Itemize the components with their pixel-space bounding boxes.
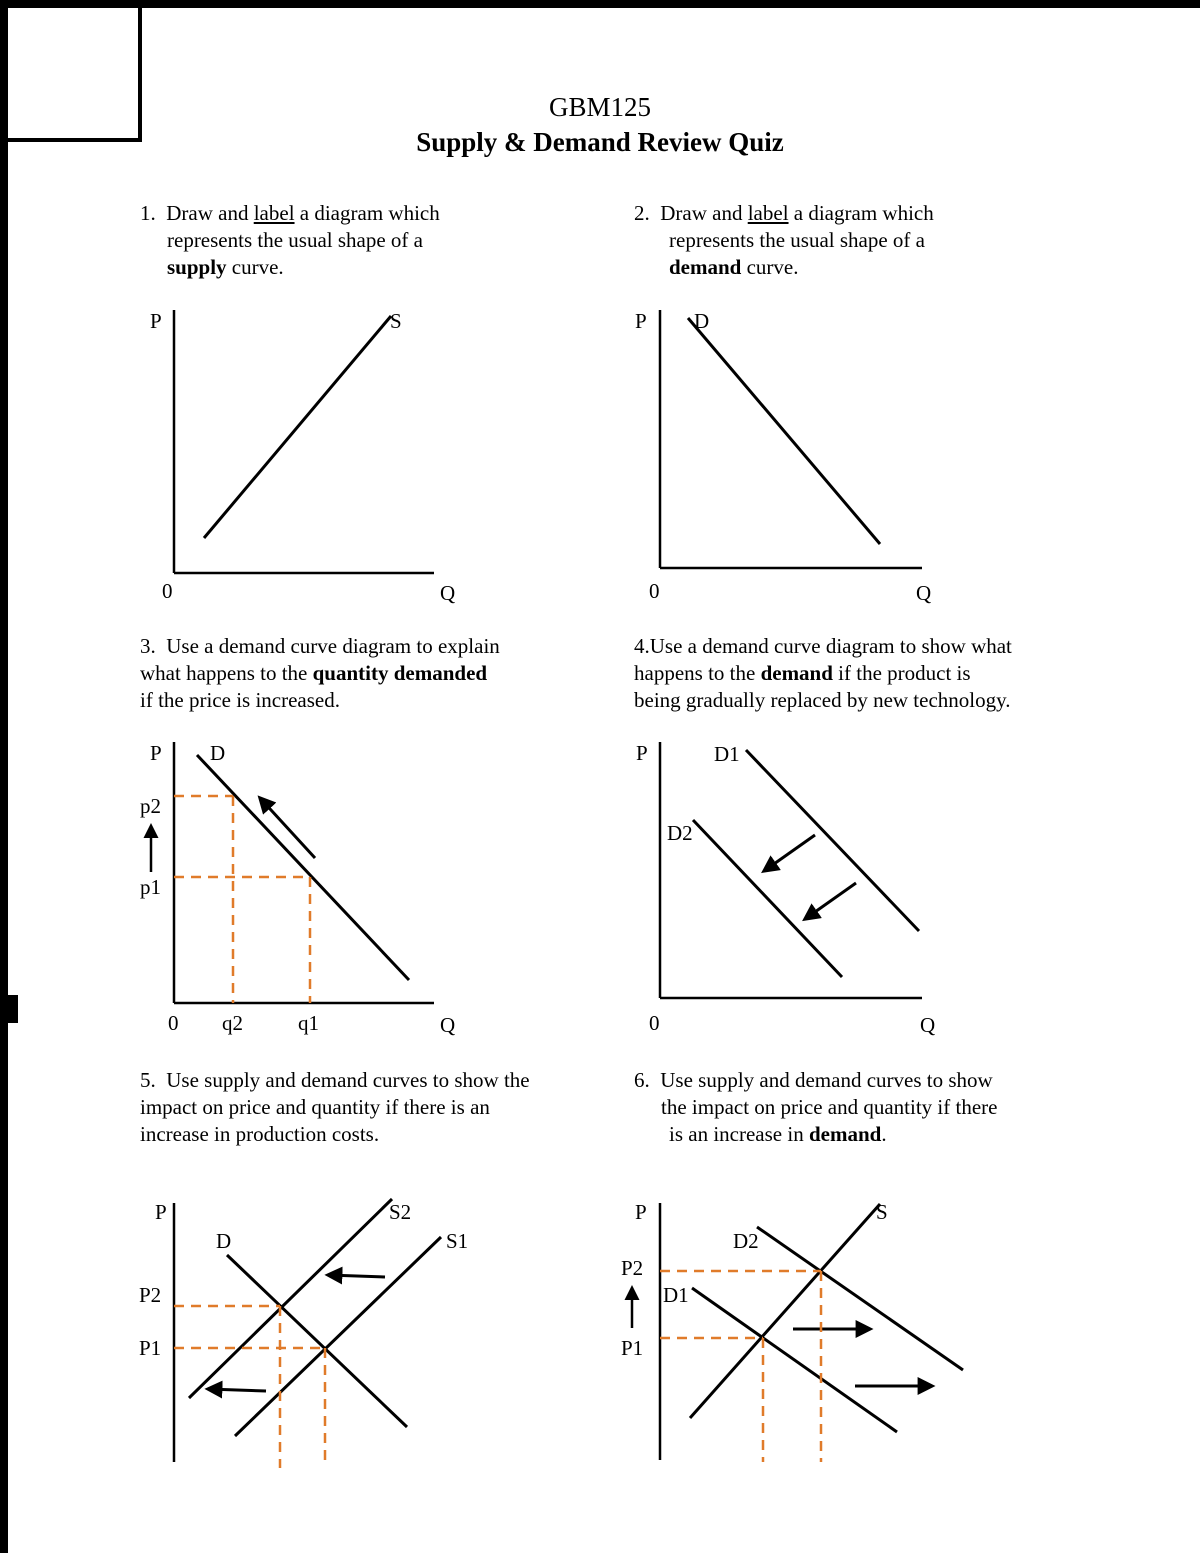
diagram-3-quantity-demanded (140, 741, 455, 1037)
q4-line3: being gradually replaced by new technology. (634, 688, 1011, 712)
y-axis-label: P (635, 1200, 647, 1224)
s1-label: S1 (446, 1229, 469, 1253)
p2-label: p2 (140, 794, 161, 818)
demand-curve (227, 1255, 407, 1427)
q3-quantity-demanded: quantity demanded (312, 661, 488, 685)
question-number: 4. (634, 634, 650, 658)
diagram-1-supply (150, 309, 455, 605)
s2-label: S2 (389, 1200, 412, 1224)
q5-line1: Use supply and demand curves to show the (166, 1068, 530, 1092)
q3-line1: Use a demand curve diagram to explain (166, 634, 500, 658)
origin-label: 0 (162, 579, 173, 603)
d1-label: D1 (663, 1283, 689, 1307)
demand-label: D (216, 1229, 232, 1253)
p1-label: p1 (140, 875, 161, 899)
q6-line2: the impact on price and quantity if there (661, 1095, 998, 1119)
q6-period: . (881, 1122, 887, 1146)
demand-curve-d1 (692, 1288, 897, 1432)
question-number: 1. (140, 201, 156, 225)
y-axis-label: P (155, 1200, 167, 1224)
q2-label-word: label (747, 201, 789, 225)
q1-line1a: Draw and (166, 201, 249, 225)
p1-label: P1 (139, 1336, 162, 1360)
x-axis-label: Q (440, 1013, 456, 1037)
supply-curve (204, 316, 391, 538)
q6-line3a: is an increase in (669, 1122, 804, 1146)
origin-label: 0 (649, 579, 660, 603)
y-axis-label: P (635, 309, 647, 333)
diagram-6-demand-increase (621, 1200, 963, 1462)
curve-label: D (694, 309, 710, 333)
q3-line3: if the price is increased. (140, 688, 340, 712)
curve-label: S (390, 309, 402, 333)
question-number: 2. (634, 201, 650, 225)
demand-curve-d2 (693, 820, 842, 977)
shift-arrow-lower (805, 883, 856, 919)
diagram-5-supply-decrease (139, 1199, 468, 1468)
p2-label: P2 (621, 1256, 644, 1280)
question-number: 5. (140, 1068, 156, 1092)
supply-curve-s1 (235, 1237, 441, 1436)
shift-arrow-upper (328, 1275, 385, 1277)
demand-curve (688, 318, 880, 544)
q2-line1c: a diagram which (793, 201, 934, 225)
page-title: Supply & Demand Review Quiz (416, 127, 784, 157)
y-axis-label: P (150, 741, 162, 765)
question-number: 6. (634, 1068, 650, 1092)
q2-line2: represents the usual shape of a (669, 228, 925, 252)
shift-arrow-upper (764, 835, 815, 871)
q4-line1: Use a demand curve diagram to show what (649, 634, 1012, 658)
q5-line3: increase in production costs. (140, 1122, 380, 1146)
q1-label-word: label (253, 201, 295, 225)
x-axis-label: Q (916, 581, 932, 605)
q4-line2a: happens to the (634, 661, 756, 685)
origin-label: 0 (168, 1011, 179, 1035)
p2-label: P2 (139, 1283, 162, 1307)
supply-label: S (876, 1200, 888, 1224)
course-code: GBM125 (548, 92, 651, 122)
q4-line2c: if the product is (838, 661, 971, 685)
d2-label: D2 (667, 821, 693, 845)
q2-demand-word: demand (669, 255, 742, 279)
q6-demand-word: demand (808, 1122, 882, 1146)
q2-label: q2 (222, 1011, 243, 1035)
q6-line1: Use supply and demand curves to show (660, 1068, 993, 1092)
q4-demand-word: demand (760, 661, 833, 685)
d1-label: D1 (714, 742, 740, 766)
q1-supply-word: supply (167, 255, 227, 279)
p1-label: P1 (621, 1336, 644, 1360)
q3-line2a: what happens to the (140, 661, 308, 685)
q1-label: q1 (298, 1011, 319, 1035)
y-axis-label: P (636, 741, 648, 765)
q1-line1c: a diagram which (299, 201, 440, 225)
demand-curve (197, 755, 409, 980)
q5-line2: impact on price and quantity if there is an (140, 1095, 490, 1119)
d2-label: D2 (733, 1229, 759, 1253)
q2-line3b: curve. (746, 255, 799, 279)
x-axis-label: Q (440, 581, 456, 605)
origin-label: 0 (649, 1011, 660, 1035)
shift-arrow-lower (208, 1389, 266, 1391)
demand-curve-d2 (757, 1227, 963, 1370)
diagram-2-demand (635, 309, 931, 605)
question-number: 3. (140, 634, 156, 658)
q1-line2: represents the usual shape of a (167, 228, 423, 252)
q2-line1a: Draw and (660, 201, 743, 225)
q1-line3b: curve. (231, 255, 284, 279)
diagram-4-demand-shift (636, 741, 935, 1037)
y-axis-label: P (150, 309, 162, 333)
supply-curve (690, 1204, 880, 1418)
x-axis-label: Q (920, 1013, 936, 1037)
curve-label: D (210, 741, 226, 765)
